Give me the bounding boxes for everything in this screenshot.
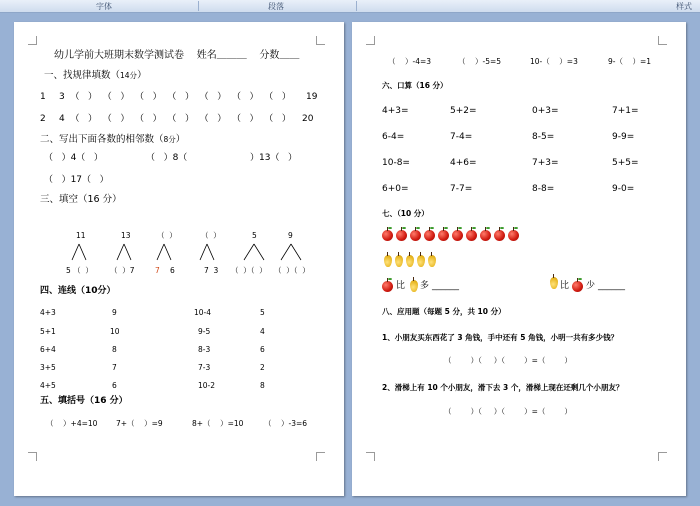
apple-icon	[410, 230, 421, 241]
apple-icon	[480, 230, 491, 241]
split-top-3: （ ）	[157, 231, 177, 240]
math-cell: 8-8=	[532, 184, 555, 194]
math-cell: 0+3=	[532, 106, 559, 116]
neighbor-item-2: （ ）8（	[146, 153, 188, 163]
split-bottom-1: 5 （ ）	[66, 266, 93, 275]
math-cell: 10-8=	[382, 158, 410, 168]
pattern-row-1-end: 19	[306, 92, 318, 102]
compare-2-word-1: 比	[560, 281, 570, 291]
pear-icon	[428, 255, 436, 267]
section-1-heading: 一、找规律填数（14分）	[44, 70, 147, 81]
crop-mark	[366, 452, 375, 461]
apple-icon	[438, 230, 449, 241]
split-top-5: 5	[252, 231, 257, 240]
pear-icon	[410, 280, 418, 292]
neighbor-item-4: （ ）17（ ）	[44, 175, 109, 185]
math-cell: 5+2=	[450, 106, 477, 116]
math-cell: 9-9=	[612, 132, 635, 142]
section-3-heading: 三、填空（16 分）	[40, 194, 122, 205]
match-right-num: 2	[260, 363, 265, 372]
match-left-item: 5+1	[40, 327, 56, 336]
split-bottom-6: （ ）（ ）	[231, 266, 267, 275]
apple-icon	[494, 230, 505, 241]
top-fill-4: 9-（ ）=1	[608, 57, 652, 66]
split-top-2: 13	[121, 231, 131, 240]
pear-icon	[406, 255, 414, 267]
match-mid-item: 7	[112, 363, 117, 372]
match-left-item: 3+5	[40, 363, 56, 372]
pear-icon	[550, 277, 558, 289]
math-cell: 4+3=	[382, 106, 409, 116]
match-left-item: 6+4	[40, 345, 56, 354]
page-title: 幼儿学前大班期末数学测试卷 姓名＿＿＿ 分数＿＿	[54, 50, 300, 61]
split-top-1: 11	[76, 231, 86, 240]
apple-icon	[508, 230, 519, 241]
apple-icon	[572, 281, 583, 292]
pear-icon	[395, 255, 403, 267]
top-fill-3: 10-（ ）=3	[530, 57, 578, 66]
split-top-6: 9	[288, 231, 293, 240]
crop-mark	[658, 36, 667, 45]
split-bottom-3: 7	[155, 266, 160, 275]
fill-item-3: 8+（ ）=10	[192, 419, 244, 428]
match-right-expr: 10-2	[198, 381, 216, 390]
crop-mark	[366, 36, 375, 45]
section-7-heading: 七、（10 分）	[382, 209, 429, 218]
split-bottom-4: 6	[170, 266, 175, 275]
split-bottom-2: （ ）7	[110, 266, 135, 275]
ribbon-bar	[0, 0, 700, 13]
match-left-item: 4+5	[40, 381, 56, 390]
apple-icon	[466, 230, 477, 241]
math-cell: 7+1=	[612, 106, 639, 116]
word-problem-2-formula: （ ）（ ）（ ）=（ ）	[444, 407, 572, 416]
match-right-expr: 9-5	[198, 327, 211, 336]
match-right-num: 5	[260, 308, 265, 317]
fill-item-2: 7+（ ）=9	[116, 419, 163, 428]
pattern-row-1-sequence: 3 （ ） （ ） （ ） （ ） （ ） （ ） （ ）	[59, 92, 291, 102]
document-page-2[interactable]	[352, 22, 686, 496]
neighbor-item-3: ）13（ ）	[250, 153, 298, 163]
section-4-heading: 四、连线（10分）	[40, 286, 116, 296]
match-mid-item: 6	[112, 381, 117, 390]
match-right-num: 8	[260, 381, 265, 390]
crop-mark	[658, 452, 667, 461]
math-cell: 7-4=	[450, 132, 473, 142]
compare-1-word-1: 比	[396, 281, 406, 291]
split-top-4: （ ）	[201, 231, 221, 240]
match-right-num: 4	[260, 327, 265, 336]
match-left-item: 4+3	[40, 308, 56, 317]
section-2-heading: 二、写出下面各数的相邻数（8分）	[40, 134, 186, 145]
math-cell: 7-7=	[450, 184, 473, 194]
math-cell: 5+5=	[612, 158, 639, 168]
math-cell: 8-5=	[532, 132, 555, 142]
document-page-1[interactable]	[14, 22, 344, 496]
apple-icon	[396, 230, 407, 241]
split-bottom-7: （ ）（ ）	[274, 266, 310, 275]
neighbor-item-1: （ ）4（ ）	[44, 153, 103, 163]
apple-icon	[424, 230, 435, 241]
match-mid-item: 9	[112, 308, 117, 317]
compare-2-blank[interactable]: ______	[598, 281, 625, 291]
match-right-num: 6	[260, 345, 265, 354]
match-right-expr: 8-3	[198, 345, 211, 354]
compare-1-word-2: 多	[420, 281, 430, 291]
pattern-row-2-sequence: 4 （ ） （ ） （ ） （ ） （ ） （ ） （ ）	[59, 114, 291, 124]
apple-icon	[382, 281, 393, 292]
math-cell: 6+0=	[382, 184, 409, 194]
word-problem-1: 1、小朋友买东西花了 3 角钱，手中还有 5 角钱，小明一共有多少钱？	[382, 333, 619, 342]
pattern-row-2-start: 2	[40, 114, 46, 124]
match-right-expr: 7-3	[198, 363, 211, 372]
pattern-row-2-end: 20	[302, 114, 314, 124]
match-mid-item: 8	[112, 345, 117, 354]
section-5-heading: 五、填括号（16 分）	[40, 396, 128, 406]
math-cell: 9-0=	[612, 184, 635, 194]
section-6-heading: 六、口算（16 分）	[382, 81, 448, 90]
word-problem-1-formula: （ ）（ ）（ ）=（ ）	[444, 356, 572, 365]
fill-item-4: （ ）-3=6	[264, 419, 308, 428]
split-bottom-5: 7 3	[204, 266, 219, 275]
apple-icon	[382, 230, 393, 241]
word-problem-2: 2、滑梯上有 10 个小朋友，滑下去 3 个，滑梯上现在还剩几个小朋友？	[382, 383, 624, 392]
pear-icon	[417, 255, 425, 267]
match-right-expr: 10-4	[194, 308, 212, 317]
match-mid-item: 10	[110, 327, 120, 336]
math-cell: 7+3=	[532, 158, 559, 168]
top-fill-2: （ ）-5=5	[458, 57, 502, 66]
section-8-heading: 八、应用题（每题 5 分，共 10 分）	[382, 307, 506, 316]
ribbon-font-group[interactable]: 字体	[96, 2, 112, 11]
apple-icon	[452, 230, 463, 241]
pattern-row-1-start: 1	[40, 92, 46, 102]
top-fill-1: （ ）-4=3	[388, 57, 432, 66]
ribbon-paragraph-group[interactable]: 段落	[268, 2, 284, 11]
compare-1-blank[interactable]: ______	[432, 281, 459, 291]
pear-icon	[384, 255, 392, 267]
math-cell: 6-4=	[382, 132, 405, 142]
fill-item-1: （ ）+4=10	[46, 419, 98, 428]
compare-2-word-2: 少	[586, 281, 596, 291]
ribbon-style-group[interactable]: 样式	[676, 2, 692, 11]
math-cell: 4+6=	[450, 158, 477, 168]
